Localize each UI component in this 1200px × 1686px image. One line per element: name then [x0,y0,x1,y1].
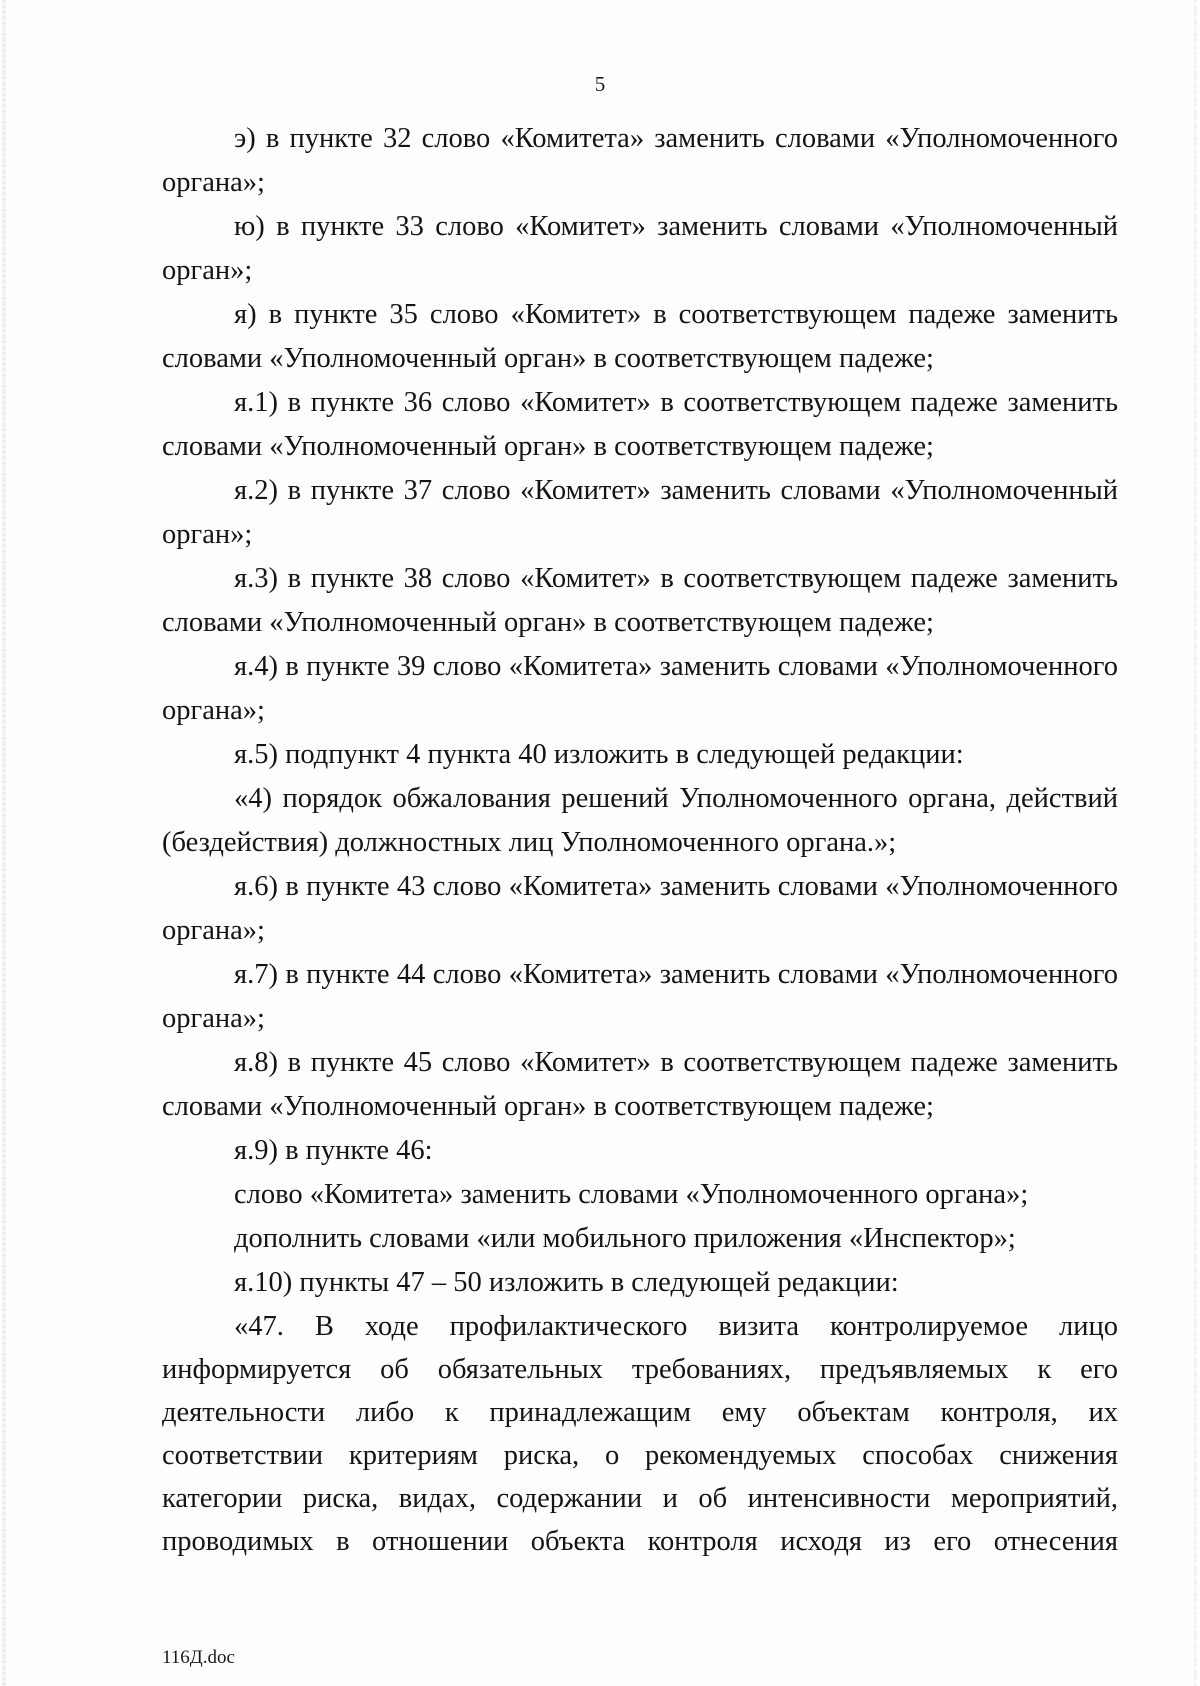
paragraph-quote-4: «4) порядок обжалования решений Уполномоченного органа, действий (бездействия) должностных лиц Уполномоченного органа.»; [162,783,1118,858]
paragraph-ya-2: я.2) в пункте 37 слово «Комитет» заменить словами «Уполномоченный орган»; [162,475,1118,550]
paragraph-ya-9-item-1: слово «Комитета» заменить словами «Уполномоченного органа»; [234,1179,1029,1210]
paragraph-ya-5: я.5) подпункт 4 пункта 40 изложить в следующей редакции: [234,739,964,770]
paragraph-ya-7: я.7) в пункте 44 слово «Комитета» заменить словами «Уполномоченного органа»; [162,959,1118,1034]
paragraph-yu: ю) в пункте 33 слово «Комитет» заменить словами «Уполномоченный орган»; [162,211,1118,286]
paragraph-ya-1: я.1) в пункте 36 слово «Комитет» в соответствующем падеже заменить словами «Уполномоченный орган» в соответствующем падеже; [162,387,1118,462]
scan-edge-left [2,0,6,1686]
paragraph-ya-9: я.9) в пункте 46: [234,1135,433,1166]
footer-filename: 116Д.doc [162,1647,235,1668]
paragraph-e: э) в пункте 32 слово «Комитета» заменить словами «Уполномоченного органа»; [162,123,1118,198]
paragraph-ya-6: я.6) в пункте 43 слово «Комитета» заменить словами «Уполномоченного органа»; [162,871,1118,946]
paragraph-ya: я) в пункте 35 слово «Комитет» в соответствующем падеже заменить словами «Уполномоченный орган» в соответствующем падеже; [162,299,1118,374]
paragraph-ya-8: я.8) в пункте 45 слово «Комитет» в соответствующем падеже заменить словами «Уполномоченный орган» в соответствующем падеже; [162,1047,1118,1122]
scan-edge-right [1194,0,1197,1686]
paragraph-quote-47: «47. В ходе профилактического визита контролируемое лицо информируется об обязательных требованиях, предъявляемых к его деятельности либо к принадлежащим ему объектам контроля, их соответствии критериям риска, о рекомендуемых способах снижения категории риска, видах, содержании и об интенсивности мероприятий, проводимых в отношении объекта контроля исходя из его отнесения [162,1311,1118,1557]
paragraph-ya-3: я.3) в пункте 38 слово «Комитет» в соответствующем падеже заменить словами «Уполномоченный орган» в соответствующем падеже; [162,563,1118,638]
page-number: 5 [594,72,606,96]
paragraph-ya-9-item-2: дополнить словами «или мобильного приложения «Инспектор»; [234,1223,1016,1254]
document-body [162,117,1118,1563]
paragraph-ya-4: я.4) в пункте 39 слово «Комитета» заменить словами «Уполномоченного органа»; [162,651,1118,726]
paragraph-ya-10: я.10) пункты 47 – 50 изложить в следующей редакции: [234,1267,899,1298]
